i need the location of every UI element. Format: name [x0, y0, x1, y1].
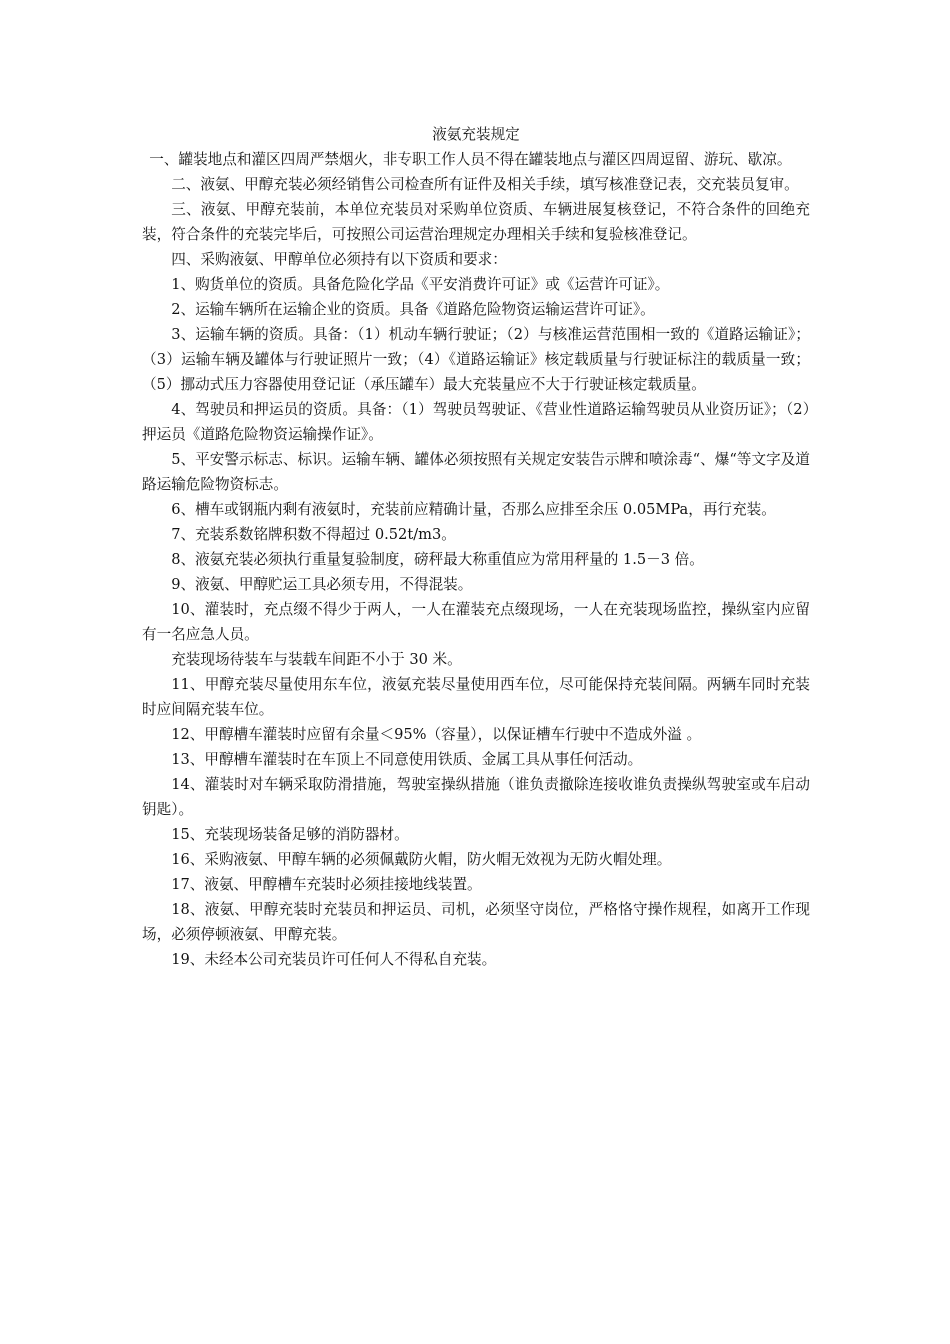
requirement-5: 5、平安警示标志、标识。运输车辆、罐体必须按照有关规定安装告示牌和喷涂毒“、爆“等文字及道路运输危险物资标志。: [142, 451, 810, 493]
paragraph-1: 一、罐装地点和灌区四周严禁烟火，非专职工作人员不得在罐装地点与灌区四周逗留、游玩、歇凉。: [149, 151, 792, 168]
rule-12: 12、甲醇槽车灌装时应留有余量＜95%（容量），以保证槽车行驶中不造成外溢 。: [171, 726, 702, 743]
requirement-2: 2、运输车辆所在运输企业的资质。具备《道路危险物资运输运营许可证》。: [171, 301, 655, 318]
rule-19: 19、未经本公司充装员许可任何人不得私自充装。: [171, 951, 497, 968]
requirement-4: 4、驾驶员和押运员的资质。具备：（1）驾驶员驾驶证、《营业性道路运输驾驶员从业资历证》；（2）押运员《道路危险物资运输操作证》。: [142, 401, 810, 443]
rule-14: 14、灌装时对车辆采取防滑措施，驾驶室操纵措施（谁负责撤除连接收谁负责操纵驾驶室或车启动钥匙）。: [142, 776, 810, 818]
requirement-1: 1、购货单位的资质。具备危险化学品《平安消费许可证》或《运营许可证》。: [171, 276, 670, 293]
rule-10-note: 充装现场待装车与装载车间距不小于 30 米。: [171, 651, 462, 668]
rule-16: 16、采购液氨、甲醇车辆的必须佩戴防火帽，防火帽无效视为无防火帽处理。: [171, 851, 672, 868]
rule-13: 13、甲醇槽车灌装时在车顶上不同意使用铁质、金属工具从事任何活动。: [171, 751, 643, 768]
document-title: 液氨充装规定: [432, 126, 520, 143]
rule-15: 15、充装现场装备足够的消防器材。: [171, 826, 409, 843]
rule-8: 8、液氨充装必须执行重量复验制度，磅秤最大称重值应为常用秤量的 1.5－3 倍。: [171, 551, 704, 568]
rule-9: 9、液氨、甲醇贮运工具必须专用，不得混装。: [171, 576, 473, 593]
rule-10: 10、灌装时，充点缀不得少于两人，一人在灌装充点缀现场，一人在充装现场监控，操纵室内应留有一名应急人员。: [142, 601, 810, 643]
rule-17: 17、液氨、甲醇槽车充装时必须挂接地线装置。: [171, 876, 482, 893]
paragraph-2: 二、液氨、甲醇充装必须经销售公司检查所有证件及相关手续，填写核准登记表，交充装员复审。: [171, 176, 799, 193]
requirement-3: 3、运输车辆的资质。具备：（1）机动车辆行驶证；（2）与核准运营范围相一致的《道路运输证》；（3）运输车辆及罐体与行驶证照片一致；（4）《道路运输证》核定载质量与行驶证标注的载质量一致；（5）挪动式压力容器使用登记证（承压罐车）最大充装量应不大于行驶证核定载质量。: [142, 326, 810, 393]
paragraph-3: 三、液氨、甲醇充装前，本单位充装员对采购单位资质、车辆进展复核登记，不符合条件的回绝充装，符合条件的充装完毕后，可按照公司运营治理规定办理相关手续和复验核准登记。: [142, 201, 810, 243]
paragraph-4: 四、采购液氨、甲醇单位必须持有以下资质和要求：: [171, 251, 507, 268]
rule-7: 7、充装系数铭牌积数不得超过 0.52t/m3。: [171, 526, 456, 543]
rule-11: 11、甲醇充装尽量使用东车位，液氨充装尽量使用西车位，尽可能保持充装间隔。两辆车同时充装时应间隔充装车位。: [142, 676, 810, 718]
document-page: [142, 122, 810, 972]
rule-18: 18、液氨、甲醇充装时充装员和押运员、司机，必须坚守岗位，严格恪守操作规程，如离开工作现场，必须停顿液氨、甲醇充装。: [142, 901, 810, 943]
rule-6: 6、槽车或钢瓶内剩有液氨时，充装前应精确计量，否那么应排至余压 0.05MPa，再行充装。: [171, 501, 776, 518]
